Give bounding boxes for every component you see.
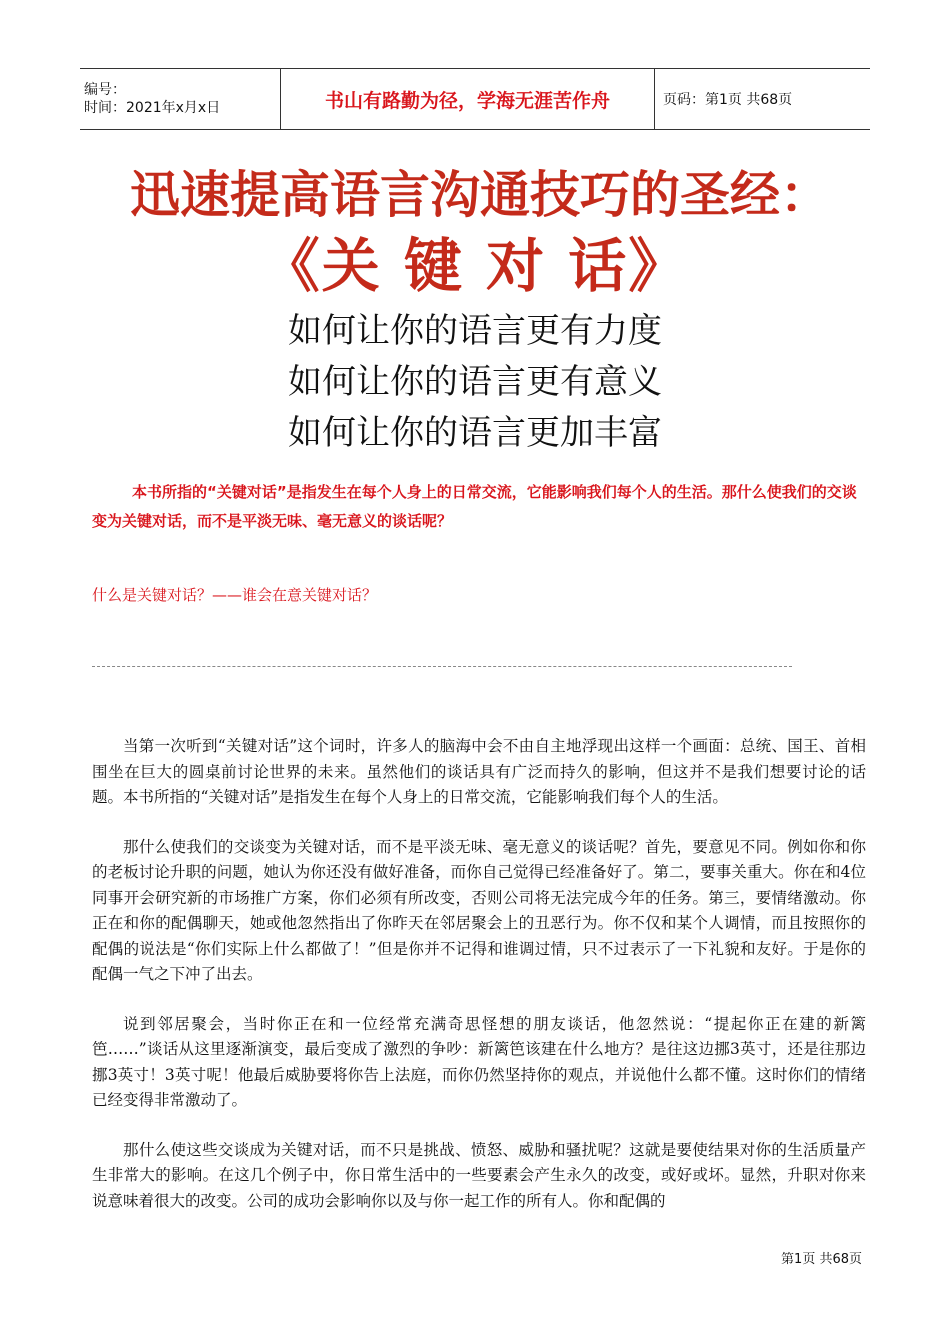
header-meta	[80, 69, 280, 129]
paragraph-1: 当第一次听到“关键对话”这个词时，许多人的脑海中会不由自主地浮现出这样一个画面：总统、国王、首相围坐在巨大的圆桌前讨论世界的未来。虽然他们的谈话具有广泛而持久的影响，但这并不是我们想要讨论的话题。本书所指的“关键对话”是指发生在每个人身上的日常交流，它能影响我们每个人的生活。	[92, 737, 866, 806]
document-title: 迅速提高语言沟通技巧的圣经：	[130, 165, 830, 224]
book-title: 《关 键 对 话》	[261, 232, 689, 300]
intro-text: 本书所指的“关键对话”是指发生在每个人身上的日常交流，它能影响我们每个人的生活。那什么使我们的交谈变为关键对话，而不是平淡无味、毫无意义的谈话呢？	[92, 483, 857, 530]
page-footer: 第1页 共68页	[781, 1252, 862, 1267]
page-info-text: 页码：第1页 共68页	[663, 92, 793, 108]
paragraph-2: 那什么使我们的交谈变为关键对话，而不是平淡无味、毫无意义的谈话呢？首先，要意见不同。例如你和你的老板讨论升职的问题，她认为你还没有做好准备，而你自己觉得已经准备好了。第二，要事关重大。你在和4位同事开会研究新的市场推广方案，你们必须有所改变，否则公司将无法完成今年的任务。第三，要情绪激动。你正在和你的配偶聊天，她或他忽然指出了你昨天在邻居聚会上的丑恶行为。你不仅和某个人调情，而且按照你的配偶的说法是“你们实际上什么都做了！”但是你并不记得和谁调过情，只不过表示了一下礼貌和友好。于是你的配偶一气之下冲了出去。	[92, 837, 866, 983]
intro-paragraph	[92, 478, 868, 536]
header-motto	[280, 69, 655, 129]
motto-text: 书山有路勤为径，学海无涯苦作舟	[324, 89, 610, 112]
subtitle-1: 如何让你的语言更有力度	[288, 311, 662, 351]
subtitle-3: 如何让你的语言更加丰富	[288, 413, 662, 453]
header-page-info	[655, 69, 870, 129]
number-label: 编号：	[84, 82, 126, 98]
section-question: 什么是关键对话？——谁会在意关键对话？	[92, 586, 378, 604]
date-label: 时间：2021年x月x日	[84, 100, 221, 116]
page-header	[80, 68, 870, 130]
subtitle-block	[0, 306, 950, 459]
subtitle-2: 如何让你的语言更有意义	[288, 362, 662, 402]
dashed-divider	[92, 666, 792, 667]
paragraph-4: 那什么使这些交谈成为关键对话，而不只是挑战、愤怒、威胁和骚扰呢？这就是要使结果对你的生活质量产生非常大的影响。在这几个例子中，你日常生活中的一些要素会产生永久的改变，或好或坏。显然，升职对你来说意味着很大的改变。公司的成功会影响你以及与你一起工作的所有人。你和配偶的	[92, 1140, 866, 1210]
body-text	[92, 734, 866, 1238]
paragraph-3: 说到邻居聚会，当时你正在和一位经常充满奇思怪想的朋友谈话，他忽然说：“提起你正在建的新篱笆……”谈话从这里逐渐演变，最后变成了激烈的争吵：新篱笆该建在什么地方？是往这边挪3英寸，还是往那边挪3英寸！3英寸呢！他最后威胁要将你告上法庭，而你仍然坚持你的观点，并说他什么都不懂。这时你们的情绪已经变得非常激动了。	[92, 1014, 866, 1109]
